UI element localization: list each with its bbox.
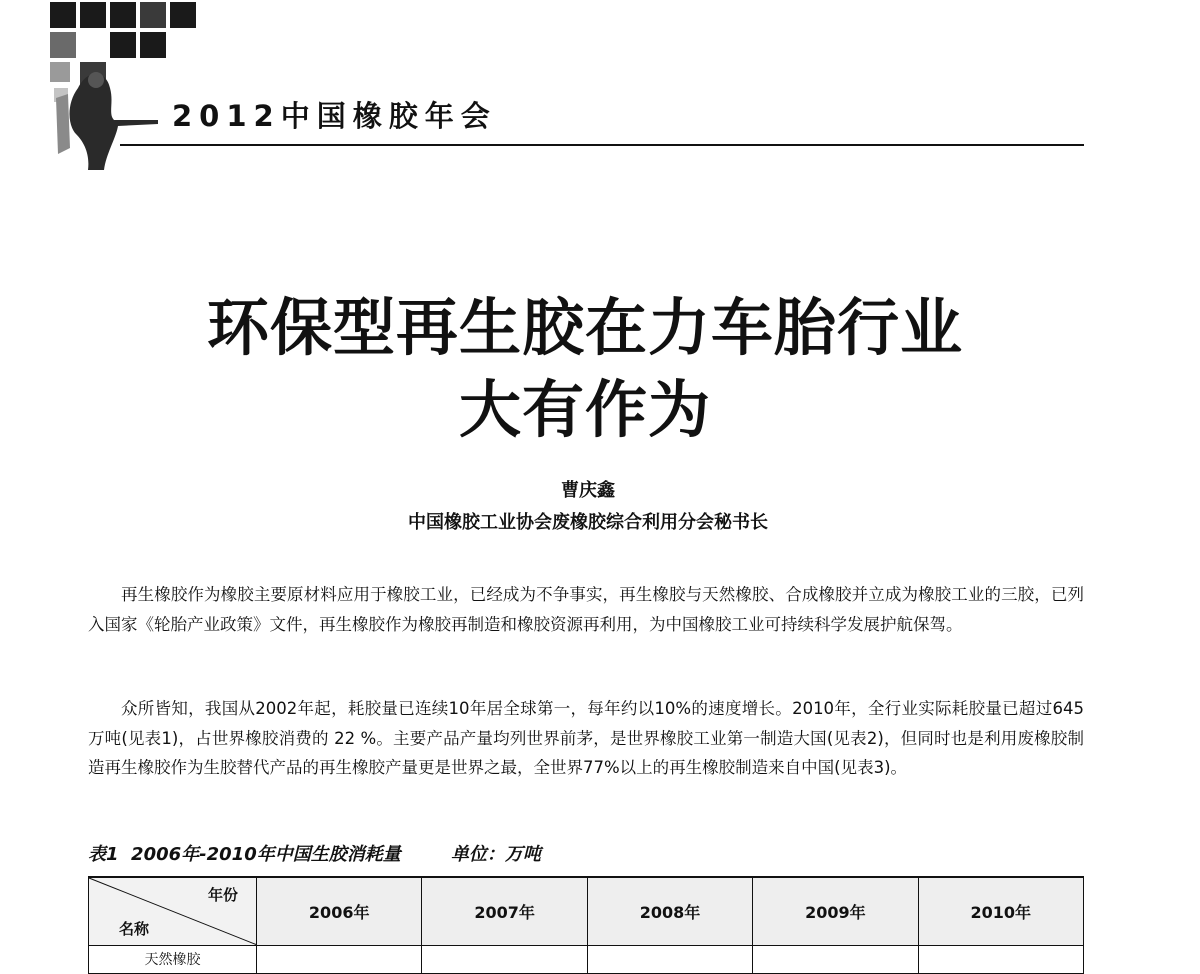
column-header: 2010年: [918, 877, 1083, 945]
header-divider: [120, 144, 1084, 146]
table-cell: [587, 945, 752, 973]
header-title: 2012中国橡胶年会: [172, 99, 497, 133]
header-logo: [48, 2, 198, 172]
row-label: 天然橡胶: [89, 945, 257, 973]
table-cell: [918, 945, 1083, 973]
author-name: 曹庆鑫: [561, 480, 615, 501]
table-1: [88, 876, 1084, 968]
paragraph-1: 再生橡胶作为橡胶主要原材料应用于橡胶工业，已经成为不争事实，再生橡胶与天然橡胶、合成橡胶并立成为橡胶工业的三胶，已列入国家《轮胎产业政策》文件，再生橡胶作为橡胶再制造和橡胶资源再利用，为中国橡胶工业可持续科学发展护航保驾。: [88, 585, 1084, 634]
diag-header-year: 年份: [207, 886, 238, 904]
diag-header-name: 名称: [119, 919, 150, 938]
table-cell: [753, 945, 918, 973]
rider-silhouette-icon: [48, 58, 168, 174]
table-caption-title: 表1 2006年-2010年中国生胶消耗量: [88, 844, 401, 865]
table-header-row: [89, 877, 1084, 945]
table-cell: [422, 945, 587, 973]
column-header: 2008年: [587, 877, 752, 945]
paragraph-2: 众所皆知，我国从2002年起，耗胶量已连续10年居全球第一，每年约以10%的速度增长。2010年，全行业实际耗胶量已超过645万吨(见表1)，占世界橡胶消费的 22 %。主要产品产量均列世界前茅，是世界橡胶工业第一制造大国(见表2)，但同时也是利用废橡胶制造再生橡胶作为生胶替代产品的再生橡胶产量更是世界之最，全世界77%以上的再生橡胶制造来自中国(见表3)。: [88, 699, 1084, 777]
author-affiliation: 中国橡胶工业协会废橡胶综合利用分会秘书长: [408, 512, 768, 533]
column-header: 2007年: [422, 877, 587, 945]
table-unit: 单位：万吨: [450, 844, 541, 865]
column-header: 2006年: [257, 877, 422, 945]
table-row: [89, 945, 1084, 973]
table-diagonal-header: [89, 877, 257, 945]
column-header: 2009年: [753, 877, 918, 945]
table-caption: [88, 840, 541, 866]
article-title-line2: 大有作为: [458, 373, 711, 446]
table-cell: [257, 945, 422, 973]
article-title-line1: 环保型再生胶在力车胎行业: [206, 291, 963, 364]
